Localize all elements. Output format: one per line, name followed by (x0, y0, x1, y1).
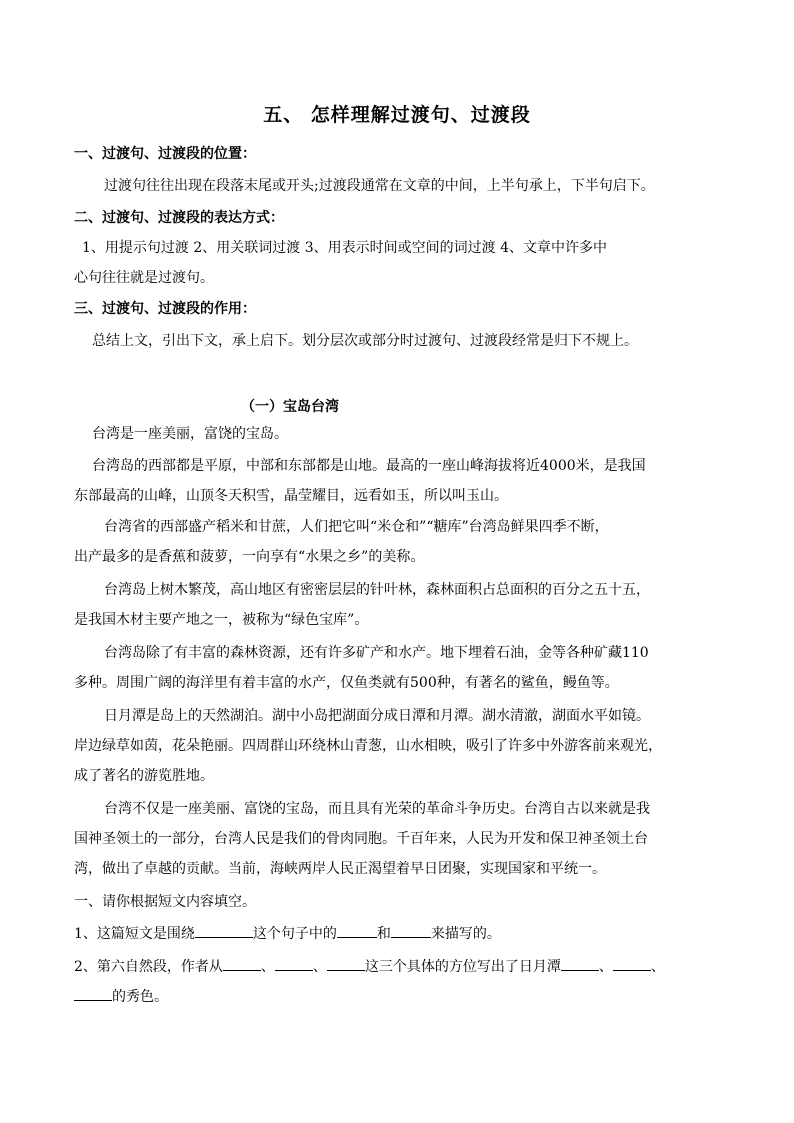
q2-blank-1[interactable] (223, 956, 261, 971)
q2-text-b: 这三个具体的方位写出了日月潭 (364, 959, 561, 975)
passage-paragraph-7-line2: 国神圣领土的一部分，台湾人民是我们的骨肉同胞。千百年来，人民为开发和保卫神圣领土台 (74, 831, 648, 847)
question-1 (74, 923, 734, 944)
passage-paragraph-4-line1: 台湾岛上树木繁茂，高山地区有密密层层的针叶林，森林面积占总面积的百分之五十五， (104, 582, 650, 598)
passage-paragraph-7-line3: 湾，做出了卓越的贡献。当前，海峡两岸人民正渴望着早日团聚，实现国家和平统一。 (74, 861, 606, 877)
q1-text-c: 和 (376, 926, 391, 942)
passage-paragraph-2-line2: 东部最高的山峰，山顶冬天积雪，晶莹耀目，远看如玉，所以叫玉山。 (74, 488, 508, 504)
passage-paragraph-6-line3: 成了著名的游览胜地。 (74, 768, 214, 784)
questions-instruction: 一、请你根据短文内容填空。 (74, 894, 256, 910)
q1-text-a: 1、这篇短文是围绕 (74, 926, 195, 942)
q2-blank-4[interactable] (561, 956, 599, 971)
passage-paragraph-6-line2: 岸边绿草如茵，花朵艳丽。四周群山环绕林山青葱，山水相映，吸引了许多中外游客前来观光， (74, 738, 662, 754)
q2-text-c: 的秀色。 (112, 989, 168, 1005)
passage-paragraph-5-line1: 台湾岛除了有丰富的森林资源，还有许多矿产和水产。地下埋着石油，金等各种矿藏110 (104, 645, 649, 661)
page-title: 五、 怎样理解过渡句、过渡段 (263, 104, 531, 126)
q1-blank-3[interactable] (391, 923, 431, 938)
passage-paragraph-3-line2: 出产最多的是香蕉和菠萝，一向享有“水果之乡”的美称。 (74, 549, 425, 565)
q1-text-b: 这个句子中的 (252, 926, 337, 942)
passage-title: （一）宝岛台湾 (241, 399, 339, 415)
passage-paragraph-6-line1: 日月潭是岛上的天然湖泊。湖中小岛把湖面分成日潭和月潭。湖水清澈，湖面水平如镜。 (104, 708, 650, 724)
section3-text: 总结上文，引出下文，承上启下。划分层次或部分时过渡句、过渡段经常是归下不规上。 (92, 333, 638, 349)
passage-paragraph-3-line1: 台湾省的西部盛产稻米和甘蔗，人们把它叫“米仓和”“糖库”台湾岛鲜果四季不断， (104, 519, 609, 535)
passage-paragraph-7-line1: 台湾不仅是一座美丽、富饶的宝岛，而且具有光荣的革命斗争历史。台湾自古以来就是我 (104, 801, 650, 817)
q2-blank-3[interactable] (327, 956, 365, 971)
section1-text: 过渡句往往出现在段落末尾或开头;过渡段通常在文章的中间，上半句承上，下半句启下。 (104, 178, 655, 194)
q2-blank-6[interactable] (74, 986, 112, 1001)
passage-paragraph-1: 台湾是一座美丽，富饶的宝岛。 (92, 426, 288, 442)
q2-blank-2[interactable] (275, 956, 313, 971)
section2-text-line2: 心句往往就是过渡句。 (74, 270, 214, 286)
q1-blank-2[interactable] (337, 923, 377, 938)
q1-text-d: 来描写的。 (430, 926, 501, 942)
section3-heading: 三、过渡句、过渡段的作用： (74, 301, 256, 317)
q2-sep-2: 、 (312, 959, 327, 975)
passage-paragraph-2-line1: 台湾岛的西部都是平原，中部和东部都是山地。最高的一座山峰海拔将近4000米，是我国 (92, 458, 646, 474)
q2-blank-5[interactable] (613, 956, 651, 971)
passage-paragraph-4-line2: 是我国木材主要产地之一，被称为“绿色宝库”。 (74, 612, 369, 628)
section1-heading: 一、过渡句、过渡段的位置： (74, 146, 256, 162)
section2-heading: 二、过渡句、过渡段的表达方式： (74, 210, 284, 226)
q2-sep-3: 、 (598, 959, 613, 975)
q2-text-a: 2、第六自然段，作者从 (74, 959, 223, 975)
q2-sep-1: 、 (260, 959, 275, 975)
q2-sep-4: 、 (650, 959, 665, 975)
q1-blank-1[interactable] (195, 923, 253, 938)
question-2-line2 (74, 986, 734, 1007)
passage-paragraph-5-line2: 多种。周围广阔的海洋里有着丰富的水产，仅鱼类就有500种，有著名的鲨鱼，鳗鱼等。 (74, 675, 619, 691)
section2-text-line1: 1、用提示句过渡 2、用关联词过渡 3、用表示时间或空间的词过渡 4、文章中许多中 (82, 240, 607, 256)
question-2-line1 (74, 956, 734, 977)
